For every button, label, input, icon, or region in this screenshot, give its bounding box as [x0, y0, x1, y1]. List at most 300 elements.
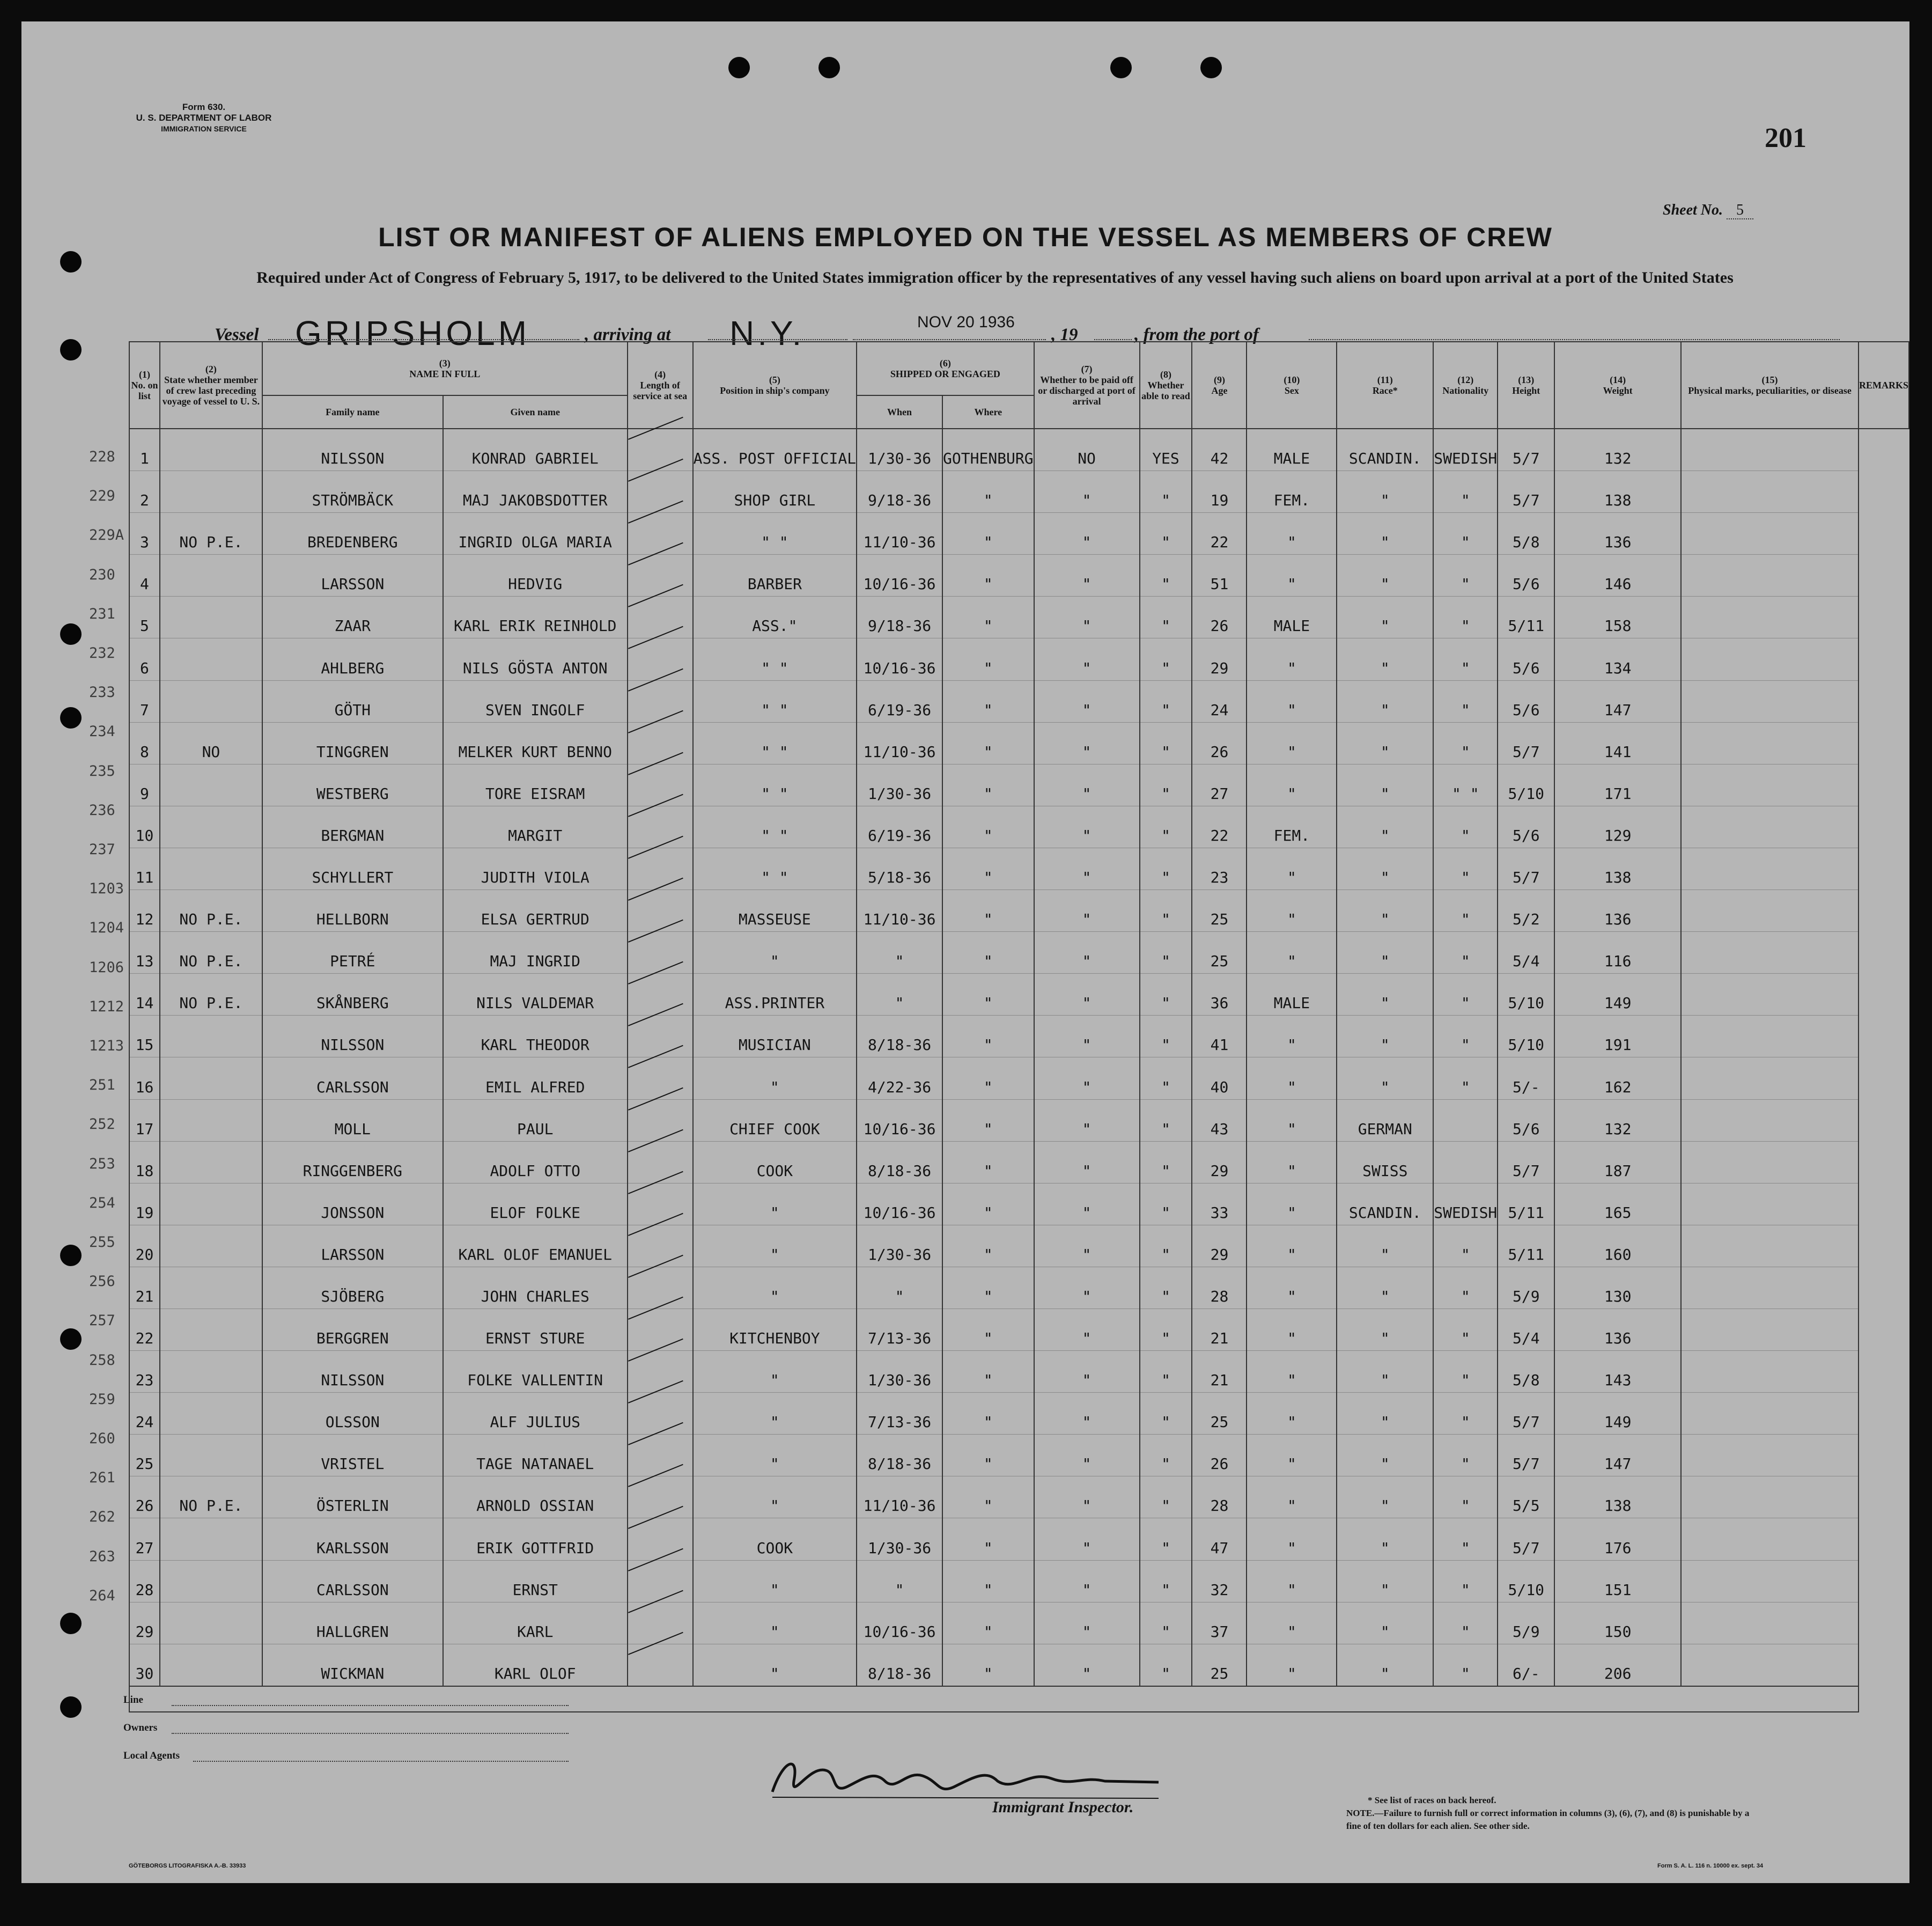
cell-given-name: ADOLF OTTO: [443, 1141, 628, 1183]
col-15-header: (15) Physical marks, peculiarities, or disease: [1681, 342, 1859, 429]
cell-sex: MALE: [1247, 974, 1337, 1016]
cell-length-of-service: [628, 890, 693, 932]
cell-physical-marks: [1681, 806, 1859, 848]
cell-shipped-when: 11/10-36: [857, 513, 942, 555]
cell-nationality: ": [1433, 1393, 1498, 1435]
cell-age: 36: [1192, 974, 1247, 1016]
cell-sex: ": [1247, 680, 1337, 722]
margin-number: 1204: [89, 920, 124, 937]
cell-nationality: ": [1433, 722, 1498, 764]
cell-shipped-when: ": [857, 974, 942, 1016]
cell-length-of-service: [628, 638, 693, 680]
cell-physical-marks: [1681, 932, 1859, 974]
cell-position: ": [693, 1602, 857, 1644]
margin-number: 237: [89, 841, 115, 858]
col-5-header: (5) Position in ship's company: [693, 342, 857, 429]
cell-race: GERMAN: [1337, 1099, 1433, 1141]
cell-weight: 165: [1554, 1183, 1681, 1225]
cell-shipped-where: ": [942, 1141, 1034, 1183]
cell-weight: 147: [1554, 680, 1681, 722]
cell-age: 28: [1192, 1267, 1247, 1308]
form-code: Form S. A. L. 116 n. 10000 ex. sept. 34: [1657, 1863, 1764, 1869]
col-12-header: (12) Nationality: [1433, 342, 1498, 429]
cell-nationality: ": [1433, 1476, 1498, 1518]
cell-able-to-read: ": [1140, 680, 1192, 722]
cell-nationality: ": [1433, 974, 1498, 1016]
cell-able-to-read: ": [1140, 848, 1192, 890]
cell-line-number: 1: [129, 429, 160, 471]
cell-able-to-read: ": [1140, 1476, 1192, 1518]
cell-sex: MALE: [1247, 429, 1337, 471]
cell-previous-voyage: NO P.E.: [160, 890, 262, 932]
cell-position: ": [693, 1225, 857, 1267]
cell-physical-marks: [1681, 1644, 1859, 1686]
cell-length-of-service: [628, 1225, 693, 1267]
inspector-label: Immigrant Inspector.: [992, 1798, 1134, 1816]
cell-line-number: 10: [129, 806, 160, 848]
cell-given-name: TORE EISRAM: [443, 764, 628, 806]
cell-shipped-where: ": [942, 1518, 1034, 1560]
cell-given-name: INGRID OLGA MARIA: [443, 513, 628, 555]
cell-family-name: NILSSON: [262, 1351, 443, 1393]
cell-length-of-service: [628, 1057, 693, 1099]
cell-sex: ": [1247, 1393, 1337, 1435]
cell-family-name: CARLSSON: [262, 1057, 443, 1099]
cell-family-name: NILSSON: [262, 429, 443, 471]
table-row: [129, 638, 1909, 680]
cell-previous-voyage: NO P.E.: [160, 1476, 262, 1518]
cell-race: ": [1337, 1644, 1433, 1686]
cell-length-of-service: [628, 1644, 693, 1686]
cell-family-name: PETRÉ: [262, 932, 443, 974]
cell-paid-off: ": [1034, 471, 1140, 513]
cell-paid-off: ": [1034, 1141, 1140, 1183]
cell-able-to-read: ": [1140, 806, 1192, 848]
col-10-header: (10) Sex: [1247, 342, 1337, 429]
cell-race: ": [1337, 555, 1433, 597]
cell-weight: 129: [1554, 806, 1681, 848]
cell-sex: ": [1247, 1560, 1337, 1602]
cell-given-name: MAJ INGRID: [443, 932, 628, 974]
cell-shipped-when: 7/13-36: [857, 1393, 942, 1435]
cell-weight: 138: [1554, 471, 1681, 513]
cell-shipped-when: 7/13-36: [857, 1308, 942, 1350]
table-row: [129, 1057, 1909, 1099]
cell-nationality: ": [1433, 555, 1498, 597]
cell-position: " ": [693, 680, 857, 722]
cell-sex: ": [1247, 555, 1337, 597]
cell-length-of-service: [628, 1016, 693, 1057]
cell-position: ASS.PRINTER: [693, 974, 857, 1016]
cell-nationality: [1433, 1141, 1498, 1183]
cell-position: ": [693, 1267, 857, 1308]
cell-given-name: ELOF FOLKE: [443, 1183, 628, 1225]
cell-length-of-service: [628, 1518, 693, 1560]
cell-position: COOK: [693, 1518, 857, 1560]
punch-hole: [728, 57, 750, 78]
cell-line-number: 15: [129, 1016, 160, 1057]
cell-length-of-service: [628, 974, 693, 1016]
cell-height: 6/-: [1498, 1644, 1554, 1686]
cell-weight: 136: [1554, 890, 1681, 932]
table-row: [129, 555, 1909, 597]
cell-able-to-read: ": [1140, 1267, 1192, 1308]
cell-sex: ": [1247, 638, 1337, 680]
cell-given-name: KARL THEODOR: [443, 1016, 628, 1057]
table-row: [129, 1435, 1909, 1476]
table-row: [129, 1099, 1909, 1141]
cell-previous-voyage: [160, 1057, 262, 1099]
cell-nationality: ": [1433, 1225, 1498, 1267]
table-row: [129, 1518, 1909, 1560]
cell-able-to-read: ": [1140, 1351, 1192, 1393]
cell-able-to-read: ": [1140, 1602, 1192, 1644]
cell-height: 5/-: [1498, 1057, 1554, 1099]
table-row: [129, 722, 1909, 764]
cell-position: ": [693, 1644, 857, 1686]
cell-line-number: 19: [129, 1183, 160, 1225]
page-number: 201: [1765, 123, 1806, 153]
cell-able-to-read: ": [1140, 638, 1192, 680]
cell-position: " ": [693, 764, 857, 806]
cell-shipped-when: 9/18-36: [857, 597, 942, 638]
cell-shipped-where: ": [942, 806, 1034, 848]
cell-physical-marks: [1681, 890, 1859, 932]
cell-paid-off: ": [1034, 1393, 1140, 1435]
margin-number: 260: [89, 1430, 115, 1447]
table-row: [129, 1644, 1909, 1686]
cell-sex: ": [1247, 1183, 1337, 1225]
cell-length-of-service: [628, 932, 693, 974]
margin-number: 253: [89, 1155, 115, 1172]
cell-height: 5/7: [1498, 848, 1554, 890]
cell-nationality: ": [1433, 1057, 1498, 1099]
cell-position: ASS. POST OFFICIAL: [693, 429, 857, 471]
cell-shipped-when: 6/19-36: [857, 806, 942, 848]
table-row: [129, 1393, 1909, 1435]
cell-weight: 187: [1554, 1141, 1681, 1183]
cell-able-to-read: ": [1140, 1518, 1192, 1560]
cell-sex: ": [1247, 1267, 1337, 1308]
family-name-header: Family name: [262, 395, 443, 429]
cell-position: " ": [693, 848, 857, 890]
cell-height: 5/10: [1498, 764, 1554, 806]
cell-nationality: SWEDISH: [1433, 1183, 1498, 1225]
cell-previous-voyage: [160, 1225, 262, 1267]
cell-race: ": [1337, 1308, 1433, 1350]
cell-line-number: 17: [129, 1099, 160, 1141]
cell-race: ": [1337, 1351, 1433, 1393]
cell-given-name: JOHN CHARLES: [443, 1267, 628, 1308]
cell-height: 5/10: [1498, 1016, 1554, 1057]
cell-age: 42: [1192, 429, 1247, 471]
cell-line-number: 13: [129, 932, 160, 974]
margin-number: 257: [89, 1312, 115, 1329]
cell-nationality: ": [1433, 680, 1498, 722]
cell-physical-marks: [1681, 1560, 1859, 1602]
col-11-header: (11) Race*: [1337, 342, 1433, 429]
cell-shipped-where: ": [942, 1099, 1034, 1141]
document-title: LIST OR MANIFEST OF ALIENS EMPLOYED ON THE VESSEL AS MEMBERS OF CREW: [378, 222, 1553, 252]
table-row: [129, 1560, 1909, 1602]
cell-race: ": [1337, 513, 1433, 555]
cell-family-name: CARLSSON: [262, 1560, 443, 1602]
cell-length-of-service: [628, 1602, 693, 1644]
cell-nationality: ": [1433, 513, 1498, 555]
cell-position: ": [693, 1476, 857, 1518]
cell-race: ": [1337, 1476, 1433, 1518]
cell-physical-marks: [1681, 722, 1859, 764]
cell-age: 22: [1192, 513, 1247, 555]
cell-able-to-read: ": [1140, 1141, 1192, 1183]
cell-sex: FEM.: [1247, 471, 1337, 513]
margin-number: 229: [89, 488, 115, 505]
cell-race: ": [1337, 806, 1433, 848]
cell-physical-marks: [1681, 1351, 1859, 1393]
cell-paid-off: ": [1034, 1435, 1140, 1476]
cell-shipped-where: ": [942, 1183, 1034, 1225]
cell-weight: 138: [1554, 1476, 1681, 1518]
cell-shipped-when: 10/16-36: [857, 555, 942, 597]
cell-physical-marks: [1681, 1518, 1859, 1560]
crew-manifest-table: [129, 341, 1909, 1712]
table-row: [129, 1351, 1909, 1393]
table-row: [129, 1308, 1909, 1350]
cell-shipped-when: ": [857, 932, 942, 974]
margin-number: 236: [89, 802, 115, 819]
cell-given-name: ALF JULIUS: [443, 1393, 628, 1435]
cell-paid-off: ": [1034, 1644, 1140, 1686]
cell-weight: 132: [1554, 429, 1681, 471]
cell-previous-voyage: [160, 806, 262, 848]
cell-shipped-when: 10/16-36: [857, 1602, 942, 1644]
cell-age: 43: [1192, 1099, 1247, 1141]
cell-shipped-where: ": [942, 597, 1034, 638]
cell-paid-off: NO: [1034, 429, 1140, 471]
cell-sex: ": [1247, 1225, 1337, 1267]
cell-shipped-where: ": [942, 1476, 1034, 1518]
margin-number: 255: [89, 1234, 115, 1251]
cell-family-name: SCHYLLERT: [262, 848, 443, 890]
punch-hole: [818, 57, 840, 78]
margin-number: 232: [89, 645, 115, 661]
cell-shipped-when: 8/18-36: [857, 1016, 942, 1057]
cell-shipped-where: GOTHENBURG: [942, 429, 1034, 471]
cell-previous-voyage: [160, 1016, 262, 1057]
cell-line-number: 12: [129, 890, 160, 932]
cell-previous-voyage: [160, 1393, 262, 1435]
margin-number: 234: [89, 723, 115, 740]
cell-family-name: HELLBORN: [262, 890, 443, 932]
cell-position: SHOP GIRL: [693, 471, 857, 513]
cell-height: 5/11: [1498, 1225, 1554, 1267]
cell-paid-off: ": [1034, 890, 1140, 932]
races-note: * See list of races on back hereof.: [1368, 1795, 1496, 1805]
cell-previous-voyage: [160, 1308, 262, 1350]
cell-family-name: AHLBERG: [262, 638, 443, 680]
cell-given-name: ERNST: [443, 1560, 628, 1602]
cell-position: KITCHENBOY: [693, 1308, 857, 1350]
cell-height: 5/7: [1498, 1435, 1554, 1476]
cell-paid-off: ": [1034, 1057, 1140, 1099]
cell-given-name: NILS VALDEMAR: [443, 974, 628, 1016]
cell-weight: 158: [1554, 597, 1681, 638]
cell-given-name: NILS GÖSTA ANTON: [443, 638, 628, 680]
cell-nationality: ": [1433, 806, 1498, 848]
col-3-header: (3) NAME IN FULL: [262, 342, 628, 395]
cell-paid-off: ": [1034, 1183, 1140, 1225]
punch-hole: [60, 707, 82, 729]
document-subtitle: Required under Act of Congress of February 5, 1917, to be delivered to the United States immigration officer by the representatives of any vessel having such aliens on board upon arrival at a port of the United States: [256, 269, 1734, 286]
margin-number: 261: [89, 1469, 115, 1487]
cell-shipped-where: ": [942, 1644, 1034, 1686]
cell-family-name: GÖTH: [262, 680, 443, 722]
cell-age: 33: [1192, 1183, 1247, 1225]
cell-height: 5/2: [1498, 890, 1554, 932]
cell-nationality: " ": [1433, 764, 1498, 806]
cell-age: 21: [1192, 1308, 1247, 1350]
cell-age: 26: [1192, 597, 1247, 638]
cell-previous-voyage: [160, 638, 262, 680]
cell-age: 24: [1192, 680, 1247, 722]
cell-paid-off: ": [1034, 1476, 1140, 1518]
cell-length-of-service: [628, 1351, 693, 1393]
cell-height: 5/7: [1498, 1393, 1554, 1435]
cell-sex: ": [1247, 513, 1337, 555]
table-row: [129, 764, 1909, 806]
cell-shipped-when: 10/16-36: [857, 638, 942, 680]
cell-paid-off: ": [1034, 1016, 1140, 1057]
cell-family-name: ZAAR: [262, 597, 443, 638]
cell-weight: 146: [1554, 555, 1681, 597]
cell-race: ": [1337, 974, 1433, 1016]
cell-previous-voyage: [160, 1518, 262, 1560]
table-row: [129, 1016, 1909, 1057]
cell-family-name: RINGGENBERG: [262, 1141, 443, 1183]
cell-shipped-when: 8/18-36: [857, 1141, 942, 1183]
cell-shipped-where: ": [942, 1435, 1034, 1476]
cell-paid-off: ": [1034, 1560, 1140, 1602]
margin-number: 229A: [89, 527, 124, 544]
cell-family-name: TINGGREN: [262, 722, 443, 764]
margin-number: 1212: [89, 998, 124, 1015]
punch-hole: [1110, 57, 1132, 78]
cell-height: 5/6: [1498, 555, 1554, 597]
punch-hole: [60, 1245, 82, 1266]
cell-line-number: 8: [129, 722, 160, 764]
cell-age: 25: [1192, 1393, 1247, 1435]
cell-given-name: KARL ERIK REINHOLD: [443, 597, 628, 638]
cell-position: ": [693, 1560, 857, 1602]
col-13-header: (13) Height: [1498, 342, 1554, 429]
cell-nationality: ": [1433, 932, 1498, 974]
cell-line-number: 3: [129, 513, 160, 555]
cell-nationality: ": [1433, 1267, 1498, 1308]
cell-line-number: 30: [129, 1644, 160, 1686]
cell-age: 25: [1192, 890, 1247, 932]
cell-sex: ": [1247, 1476, 1337, 1518]
cell-family-name: STRÖMBÄCK: [262, 471, 443, 513]
cell-race: SWISS: [1337, 1141, 1433, 1183]
table-row: [129, 974, 1909, 1016]
cell-line-number: 25: [129, 1435, 160, 1476]
margin-number: 228: [89, 449, 115, 465]
cell-family-name: WICKMAN: [262, 1644, 443, 1686]
cell-age: 28: [1192, 1476, 1247, 1518]
cell-shipped-when: ": [857, 1560, 942, 1602]
cell-age: 32: [1192, 1560, 1247, 1602]
margin-number: 1206: [89, 959, 124, 976]
cell-physical-marks: [1681, 1267, 1859, 1308]
cell-race: ": [1337, 1435, 1433, 1476]
cell-shipped-when: 9/18-36: [857, 471, 942, 513]
cell-height: 5/10: [1498, 1560, 1554, 1602]
cell-weight: 136: [1554, 1308, 1681, 1350]
cell-able-to-read: ": [1140, 764, 1192, 806]
cell-position: ASS.": [693, 597, 857, 638]
cell-physical-marks: [1681, 1308, 1859, 1350]
cell-position: ": [693, 1183, 857, 1225]
cell-nationality: ": [1433, 471, 1498, 513]
cell-height: 5/4: [1498, 1308, 1554, 1350]
cell-nationality: ": [1433, 890, 1498, 932]
when-header: When: [857, 395, 942, 429]
cell-paid-off: ": [1034, 806, 1140, 848]
cell-given-name: ERNST STURE: [443, 1308, 628, 1350]
cell-given-name: MELKER KURT BENNO: [443, 722, 628, 764]
sheet-number: [1663, 202, 1753, 219]
cell-able-to-read: ": [1140, 1435, 1192, 1476]
vessel-name: GRIPSHOLM: [295, 314, 530, 352]
vessel-label: Vessel: [215, 325, 259, 344]
cell-age: 23: [1192, 848, 1247, 890]
given-name-header: Given name: [443, 395, 628, 429]
cell-family-name: BERGGREN: [262, 1308, 443, 1350]
cell-race: ": [1337, 1393, 1433, 1435]
cell-paid-off: ": [1034, 638, 1140, 680]
punch-hole: [60, 1696, 82, 1718]
cell-given-name: SVEN INGOLF: [443, 680, 628, 722]
cell-given-name: JUDITH VIOLA: [443, 848, 628, 890]
cell-line-number: 28: [129, 1560, 160, 1602]
cell-family-name: SKÅNBERG: [262, 974, 443, 1016]
manifest-sheet: [21, 21, 1909, 1883]
cell-age: 41: [1192, 1016, 1247, 1057]
cell-previous-voyage: [160, 1602, 262, 1644]
cell-weight: 150: [1554, 1602, 1681, 1644]
table-row: [129, 806, 1909, 848]
cell-height: 5/8: [1498, 1351, 1554, 1393]
margin-number: 252: [89, 1116, 115, 1133]
margin-number: 235: [89, 762, 115, 780]
cell-physical-marks: [1681, 1099, 1859, 1141]
cell-line-number: 11: [129, 848, 160, 890]
cell-race: ": [1337, 638, 1433, 680]
penalty-note: NOTE.—Failure to furnish full or correct information in columns (3), (6), (7), and (8) is punishable by a fine of ten dollars for each alien. See other side.: [1346, 1808, 1750, 1831]
cell-weight: 176: [1554, 1518, 1681, 1560]
cell-paid-off: ": [1034, 1518, 1140, 1560]
cell-nationality: ": [1433, 1644, 1498, 1686]
cell-position: " ": [693, 722, 857, 764]
cell-able-to-read: ": [1140, 1560, 1192, 1602]
cell-weight: 116: [1554, 932, 1681, 974]
cell-previous-voyage: [160, 1435, 262, 1476]
margin-number: 1213: [89, 1038, 124, 1054]
table-row: [129, 848, 1909, 890]
cell-shipped-when: 6/19-36: [857, 680, 942, 722]
cell-position: MASSEUSE: [693, 890, 857, 932]
cell-weight: 134: [1554, 638, 1681, 680]
